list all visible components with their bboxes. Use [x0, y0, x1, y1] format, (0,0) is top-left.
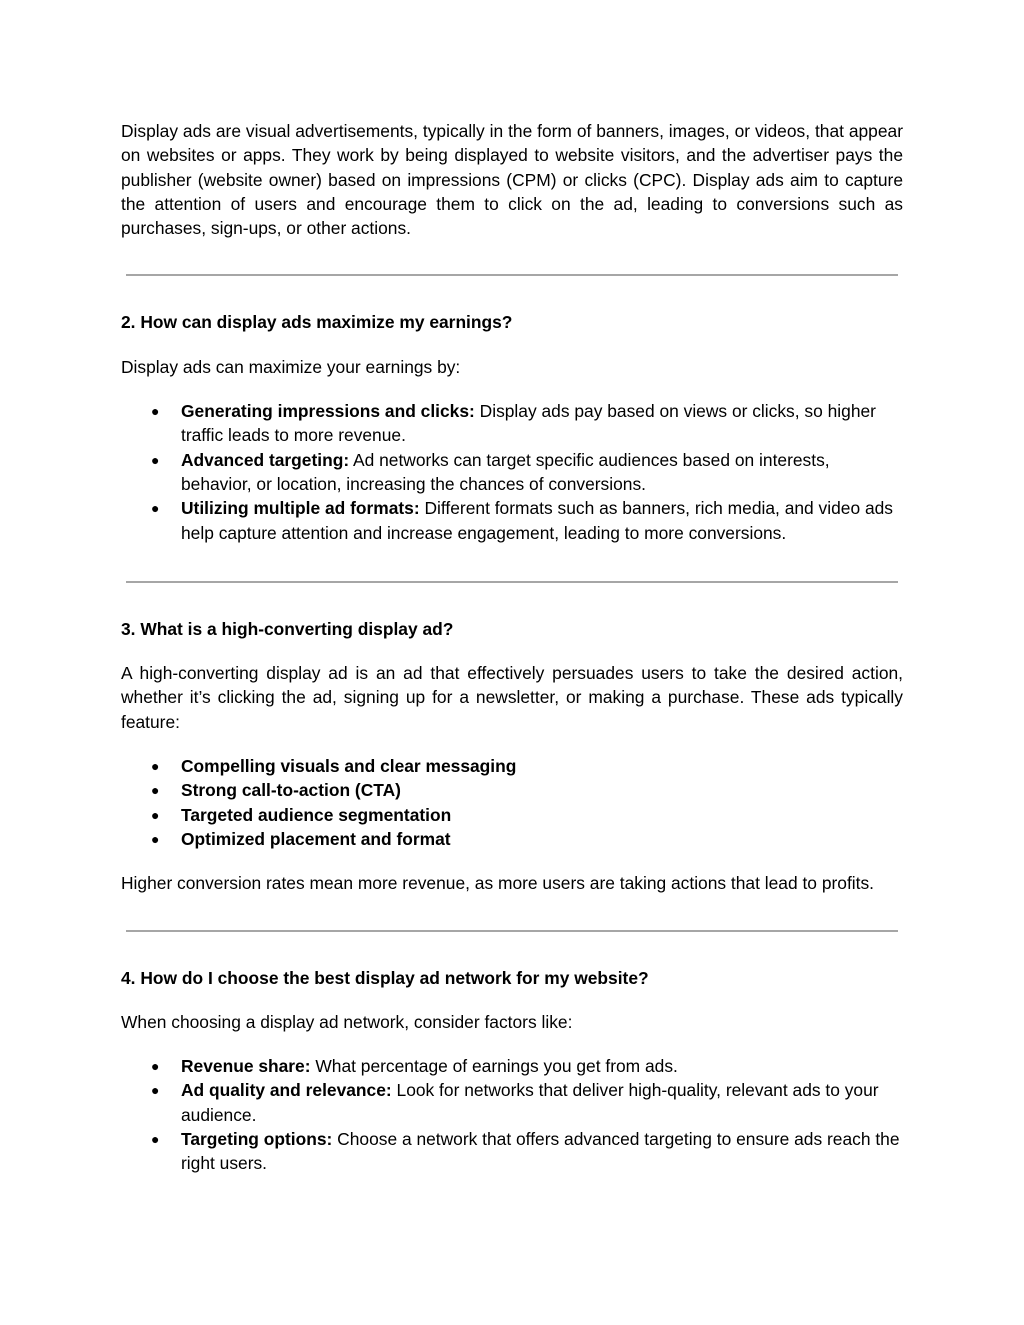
bullet-icon: ● [151, 1058, 160, 1075]
q4-lead-paragraph: When choosing a display ad network, consider factors like: [121, 1011, 573, 1032]
list-item-text: Display ads pay based on views or clicks, so higher traffic leads to more revenue. [181, 401, 876, 446]
q2-lead-paragraph: Display ads can maximize your earnings by: [121, 356, 461, 377]
q2-heading: 2. How can display ads maximize my earnings? [121, 312, 513, 333]
bullet-icon: ● [151, 782, 160, 799]
list-item [151, 496, 903, 545]
list-item-text: Ad networks can target specific audiences based on interests, behavior, or location, increasing the chances of conversions. [181, 449, 830, 494]
bullet-icon: ● [151, 500, 160, 517]
list-item-term: Targeted audience segmentation [181, 804, 452, 825]
bullet-icon: ● [151, 403, 160, 420]
list-item-term: Utilizing multiple ad formats: [181, 498, 420, 519]
list-item [151, 399, 903, 448]
intro-paragraph: Display ads are visual advertisements, typically in the form of banners, images, or videos, that appear on websites or apps. They work by being displayed to website visitors, and the advertiser pays the publisher (website owner) based on impressions (CPM) or clicks (CPC). Display ads aim to capture the attention of users and encourage them to click on the ad, leading to conversions such as purchases, sign-ups, or other actions. [121, 121, 903, 239]
list-item-text: Choose a network that offers advanced targeting to ensure ads reach the right users. [181, 1129, 900, 1174]
list-item-term: Revenue share: [181, 1056, 311, 1077]
list-item [151, 778, 903, 802]
document-page [121, 119, 903, 1176]
list-item [151, 1078, 903, 1127]
bullet-icon: ● [151, 758, 160, 775]
q2-bullet-list [121, 399, 903, 545]
q3-closing-paragraph: Higher conversion rates mean more revenue, as more users are taking actions that lead to profits. [121, 873, 875, 894]
list-item-text: Look for networks that deliver high-quality, relevant ads to your audience. [181, 1080, 879, 1125]
q4-bullet-list [121, 1054, 903, 1175]
list-item-term: Ad quality and relevance: [181, 1080, 392, 1101]
list-item [151, 1054, 903, 1078]
bullet-icon: ● [151, 451, 160, 468]
list-item-term: Strong call-to-action (CTA) [181, 780, 401, 801]
list-item [151, 754, 903, 778]
list-item [151, 827, 903, 851]
q3-bullet-list [121, 754, 903, 851]
list-item [151, 803, 903, 827]
bullet-icon: ● [151, 1082, 160, 1099]
q3-heading: 3. What is a high-converting display ad? [121, 618, 454, 639]
list-item-term: Generating impressions and clicks: [181, 401, 475, 422]
bullet-icon: ● [151, 830, 160, 847]
bullet-icon: ● [151, 806, 160, 823]
list-item-term: Compelling visuals and clear messaging [181, 756, 517, 777]
list-item-term: Advanced targeting: [181, 449, 350, 470]
list-item-text: Different formats such as banners, rich media, and video ads help capture attention and increase engagement, leading to more conversions. [181, 498, 893, 543]
q3-lead-paragraph: A high-converting display ad is an ad that effectively persuades users to take the desired action, whether it’s clicking the ad, signing up for a newsletter, or making a purchase. These ads typically feature: [121, 663, 903, 732]
list-item [151, 1127, 903, 1176]
list-item-term: Optimized placement and format [181, 828, 451, 849]
list-item-term: Targeting options: [181, 1129, 333, 1150]
list-item-text: What percentage of earnings you get from ads. [310, 1056, 678, 1077]
bullet-icon: ● [151, 1131, 160, 1148]
list-item [151, 448, 903, 497]
q4-heading: 4. How do I choose the best display ad network for my website? [121, 967, 649, 988]
